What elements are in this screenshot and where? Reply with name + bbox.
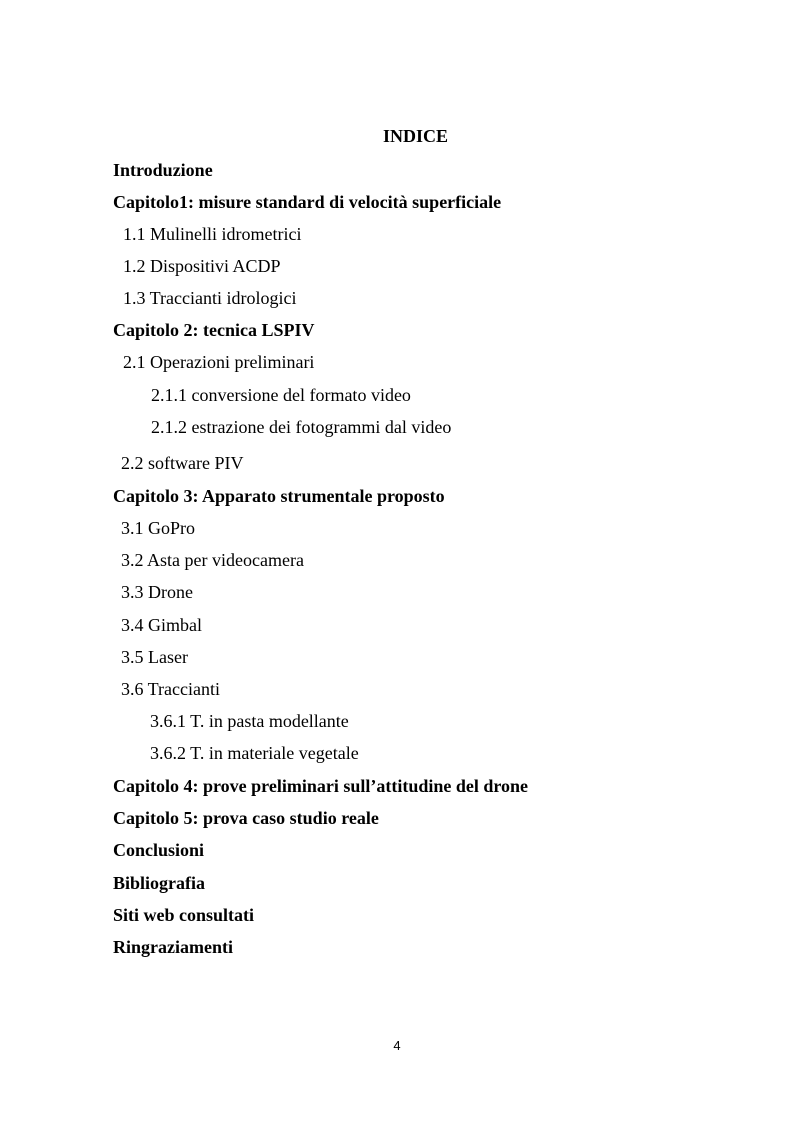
- toc-entry-3-1: 3.1 GoPro: [121, 518, 196, 538]
- toc-entry-conclusioni: Conclusioni: [113, 840, 205, 860]
- toc-entry-siti-web: Siti web consultati: [113, 905, 255, 925]
- toc-entry-capitolo-2: Capitolo 2: tecnica LSPIV: [113, 320, 315, 340]
- toc-entry-2-1-1: 2.1.1 conversione del formato video: [151, 385, 411, 405]
- toc-entry-3-3: 3.3 Drone: [121, 582, 193, 602]
- toc-entry-3-6: 3.6 Traccianti: [121, 679, 220, 699]
- toc-entry-1-1: 1.1 Mulinelli idrometrici: [123, 224, 302, 244]
- toc-entry-1-3: 1.3 Traccianti idrologici: [123, 288, 297, 308]
- toc-entry-capitolo-3: Capitolo 3: Apparato strumentale proposto: [113, 486, 445, 506]
- toc-entry-2-1-2: 2.1.2 estrazione dei fotogrammi dal video: [151, 417, 452, 437]
- toc-entry-capitolo-4: Capitolo 4: prove preliminari sull’attitudine del drone: [113, 776, 529, 796]
- toc-entry-3-2: 3.2 Asta per videocamera: [121, 550, 304, 570]
- toc-entry-3-4: 3.4 Gimbal: [121, 615, 202, 635]
- toc-entry-3-5: 3.5 Laser: [121, 647, 188, 667]
- toc-entry-capitolo-1: Capitolo1: misure standard di velocità superficiale: [113, 192, 502, 212]
- toc-entry-capitolo-5: Capitolo 5: prova caso studio reale: [113, 808, 379, 828]
- toc-entry-introduzione: Introduzione: [113, 160, 213, 180]
- toc-entry-3-6-1: 3.6.1 T. in pasta modellante: [150, 711, 349, 731]
- toc-entry-1-2: 1.2 Dispositivi ACDP: [123, 256, 281, 276]
- toc-entry-2-2: 2.2 software PIV: [121, 453, 244, 473]
- toc-entry-3-6-2: 3.6.2 T. in materiale vegetale: [150, 743, 359, 763]
- page-title: INDICE: [382, 126, 448, 146]
- toc-entry-bibliografia: Bibliografia: [113, 873, 206, 893]
- toc-entry-ringraziamenti: Ringraziamenti: [113, 937, 233, 957]
- page-number: 4: [393, 1038, 401, 1053]
- toc-entry-2-1: 2.1 Operazioni preliminari: [123, 352, 315, 372]
